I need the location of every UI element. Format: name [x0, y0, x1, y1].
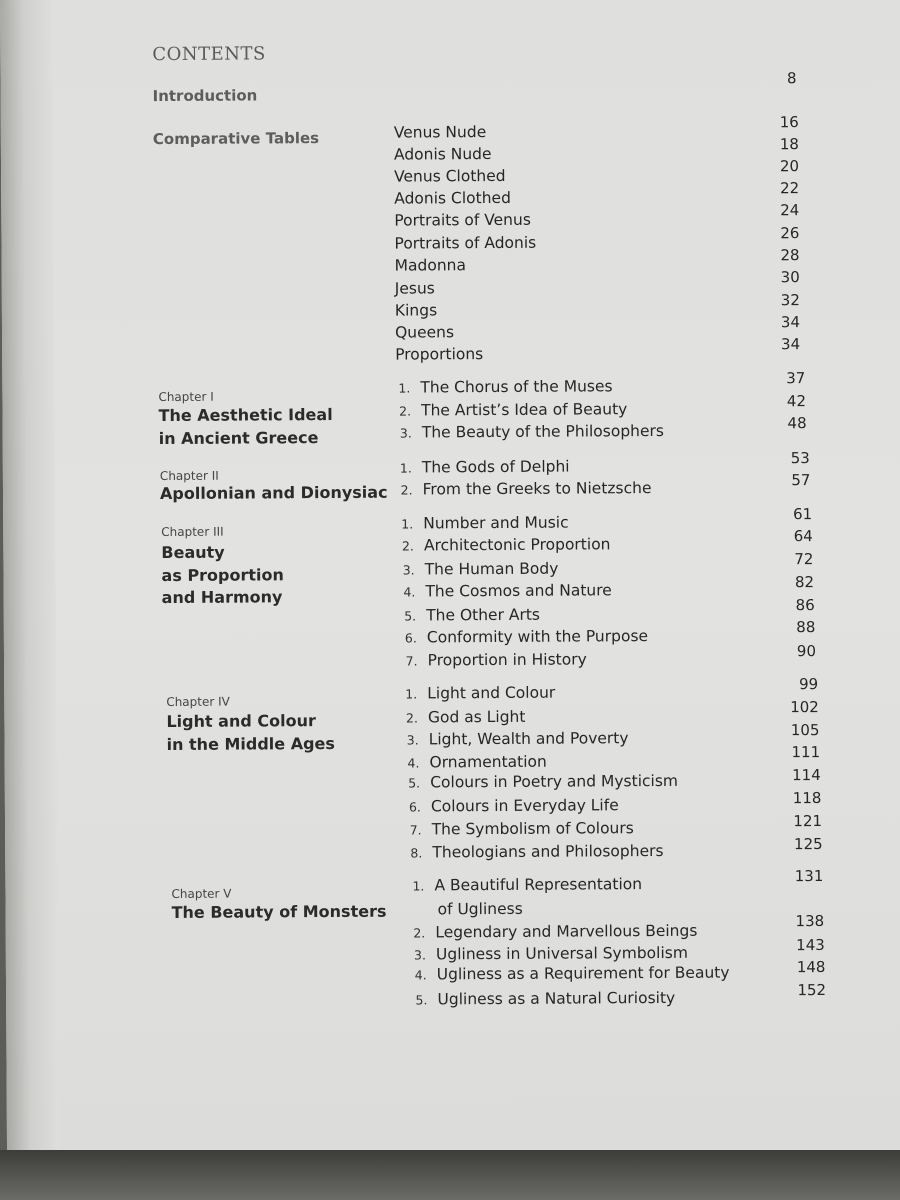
- page-number: 82: [794, 573, 815, 592]
- entry-number: 3.: [399, 425, 412, 441]
- entry-number: 8.: [410, 845, 423, 861]
- chapter-entry: [415, 964, 730, 984]
- page-number: 148: [796, 957, 826, 977]
- comparative-entry: Venus Nude: [393, 123, 487, 142]
- entry-number: 1.: [399, 460, 412, 476]
- chapter-entry-continuation: of Ugliness: [437, 899, 523, 919]
- entry-title: From the Greeks to Nietzsche: [422, 479, 652, 499]
- entry-number: 5.: [408, 775, 421, 791]
- page-number: 121: [793, 811, 823, 831]
- chapter-entry: [403, 560, 559, 579]
- entry-number: 6.: [404, 630, 417, 646]
- entry-number: 1.: [405, 686, 418, 702]
- chapter-entry: [400, 422, 664, 442]
- chapter-entry: [406, 708, 526, 727]
- comparative-entry: Portraits of Adonis: [394, 233, 537, 253]
- chapter-entry: [415, 989, 675, 1009]
- page-number: 88: [796, 618, 816, 637]
- page-number: 111: [791, 743, 821, 762]
- entry-number: 6.: [408, 799, 421, 815]
- page-number: 20: [779, 157, 800, 176]
- entry-number: 2.: [413, 925, 426, 941]
- chapter-entry: [405, 684, 555, 703]
- entry-title: A Beautiful Representation: [434, 875, 643, 895]
- entry-title: God as Light: [427, 707, 526, 727]
- introduction-page: 8: [786, 69, 797, 88]
- entry-title: Colours in Poetry and Mysticism: [430, 771, 679, 792]
- page-number: 24: [780, 201, 800, 220]
- chapter-entry: [399, 400, 627, 419]
- page-number: 143: [796, 935, 825, 955]
- entry-number: 4.: [414, 967, 427, 983]
- entry-title: Light and Colour: [427, 683, 556, 703]
- page-number: 16: [779, 113, 799, 132]
- page-number: 42: [786, 392, 807, 411]
- chapter-entry: [404, 606, 540, 625]
- entry-title: Proportion in History: [427, 650, 587, 670]
- entry-number: 7.: [409, 822, 422, 838]
- page-number: 61: [793, 505, 813, 524]
- page-number: 28: [780, 246, 800, 265]
- comparative-entry: Kings: [394, 301, 438, 320]
- chapter-entry: [402, 535, 611, 554]
- entry-number: 1.: [401, 516, 414, 532]
- entry-title: The Cosmos and Nature: [425, 581, 612, 601]
- page-edge-shadow: [0, 1150, 900, 1200]
- entry-title: Legendary and Marvellous Beings: [435, 921, 698, 942]
- chapter-entry: [410, 842, 663, 862]
- chapter-title: The Aesthetic Ideal: [158, 404, 333, 426]
- page-number: 34: [780, 335, 801, 354]
- entry-title: Colours in Everyday Life: [430, 796, 619, 816]
- page-number: 114: [792, 766, 821, 785]
- chapter-title: and Harmony: [161, 587, 283, 608]
- entry-number: 5.: [415, 992, 428, 1008]
- chapter-entry: [398, 377, 612, 396]
- entry-title: Architectonic Proportion: [423, 535, 611, 555]
- entry-number: 3.: [402, 562, 415, 578]
- chapter-label: Chapter II: [159, 468, 219, 484]
- chapter-entry: [406, 650, 587, 669]
- entry-number: 2.: [400, 482, 413, 498]
- comparative-entry: Madonna: [394, 256, 467, 275]
- chapter-label: Chapter IV: [166, 694, 230, 709]
- entry-title: Ugliness as a Natural Curiosity: [437, 988, 676, 1009]
- chapter-entry: [408, 772, 678, 792]
- entry-number: 4.: [403, 584, 416, 600]
- entry-number: 1.: [412, 878, 425, 894]
- entry-title: Conformity with the Purpose: [426, 627, 649, 647]
- introduction-title: Introduction: [152, 86, 258, 106]
- chapter-entry: [409, 796, 619, 815]
- page-number: 138: [795, 911, 825, 931]
- comparative-entry: Adonis Clothed: [394, 188, 511, 208]
- chapter-entry: [407, 753, 546, 772]
- chapter-entry: [401, 514, 568, 533]
- page-number: 18: [779, 135, 799, 154]
- entry-number: 4.: [407, 755, 420, 771]
- page-number: 37: [786, 369, 806, 388]
- chapter-title: The Beauty of Monsters: [171, 901, 387, 922]
- chapter-title: in Ancient Greece: [158, 427, 319, 448]
- page-number: 34: [780, 313, 801, 332]
- page-number: 32: [780, 291, 800, 310]
- entry-title: The Other Arts: [426, 605, 541, 625]
- entry-title: The Symbolism of Colours: [431, 819, 634, 839]
- page-number: 99: [799, 675, 819, 694]
- chapter-entry: [405, 627, 648, 646]
- entry-title: Number and Music: [423, 513, 569, 533]
- chapter-title: Apollonian and Dionysiac: [159, 482, 388, 504]
- entry-number: 1.: [398, 380, 411, 396]
- chapter-entry: [410, 819, 634, 838]
- chapter-title: as Proportion: [161, 564, 284, 585]
- chapter-label: Chapter I: [158, 389, 214, 405]
- page-number: 22: [780, 179, 800, 198]
- chapter-entry: [407, 729, 629, 748]
- chapter-entry: [400, 458, 570, 477]
- entry-number: 3.: [406, 732, 419, 748]
- page-number: 125: [793, 834, 823, 854]
- chapter-entry: [412, 875, 642, 894]
- comparative-tables-title: Comparative Tables: [152, 129, 320, 149]
- page-number: 72: [794, 550, 814, 569]
- entry-title: Light, Wealth and Poverty: [428, 729, 629, 749]
- chapter-label: Chapter III: [161, 524, 224, 540]
- entry-title: The Artist’s Idea of Beauty: [421, 400, 628, 420]
- entry-number: 3.: [413, 947, 427, 963]
- page-number: 102: [790, 698, 819, 717]
- page-number: 57: [791, 471, 811, 490]
- page-number: 105: [790, 721, 820, 740]
- chapter-title: Beauty: [161, 542, 225, 563]
- entry-title: The Beauty of the Philosophers: [421, 421, 665, 442]
- page-number: 86: [795, 596, 815, 615]
- entry-title: The Chorus of the Muses: [420, 377, 613, 397]
- page-number: 152: [797, 980, 827, 1000]
- entry-title: Ornamentation: [429, 752, 547, 772]
- page-number: 26: [780, 224, 800, 243]
- entry-title: The Gods of Delphi: [421, 457, 570, 477]
- chapter-entry: [414, 944, 688, 964]
- page-number: 30: [780, 268, 800, 287]
- chapter-title: Light and Colour: [166, 711, 316, 731]
- entry-title: Theologians and Philosophers: [432, 841, 664, 862]
- comparative-entry: Portraits of Venus: [394, 210, 531, 230]
- page-number: 90: [796, 642, 817, 661]
- chapter-label: Chapter V: [171, 886, 232, 901]
- comparative-entry: Jesus: [394, 279, 435, 298]
- entry-title: Ugliness as a Requirement for Beauty: [436, 963, 730, 984]
- comparative-entry: Adonis Nude: [393, 145, 492, 164]
- entry-title: Ugliness in Universal Symbolism: [435, 943, 688, 964]
- page-number: 131: [794, 866, 824, 886]
- page-title: CONTENTS: [152, 43, 266, 66]
- entry-number: 5.: [404, 608, 417, 624]
- page-gutter: [0, 0, 59, 1160]
- page-number: 64: [793, 527, 813, 546]
- entry-number: 2.: [405, 710, 418, 726]
- page-number: 48: [787, 414, 807, 433]
- comparative-entry: Venus Clothed: [394, 166, 506, 186]
- comparative-entry: Queens: [394, 323, 455, 342]
- entry-title: The Human Body: [424, 559, 559, 579]
- chapter-entry: [403, 581, 611, 600]
- entry-number: 2.: [399, 403, 412, 419]
- page-number: 118: [792, 788, 822, 808]
- chapter-entry: [401, 479, 652, 499]
- entry-number: 2.: [401, 538, 414, 554]
- comparative-entry: Proportions: [395, 345, 484, 364]
- chapter-entry: [413, 922, 697, 942]
- page-number: 53: [790, 449, 810, 468]
- chapter-title: in the Middle Ages: [166, 733, 335, 754]
- entry-number: 7.: [405, 653, 418, 669]
